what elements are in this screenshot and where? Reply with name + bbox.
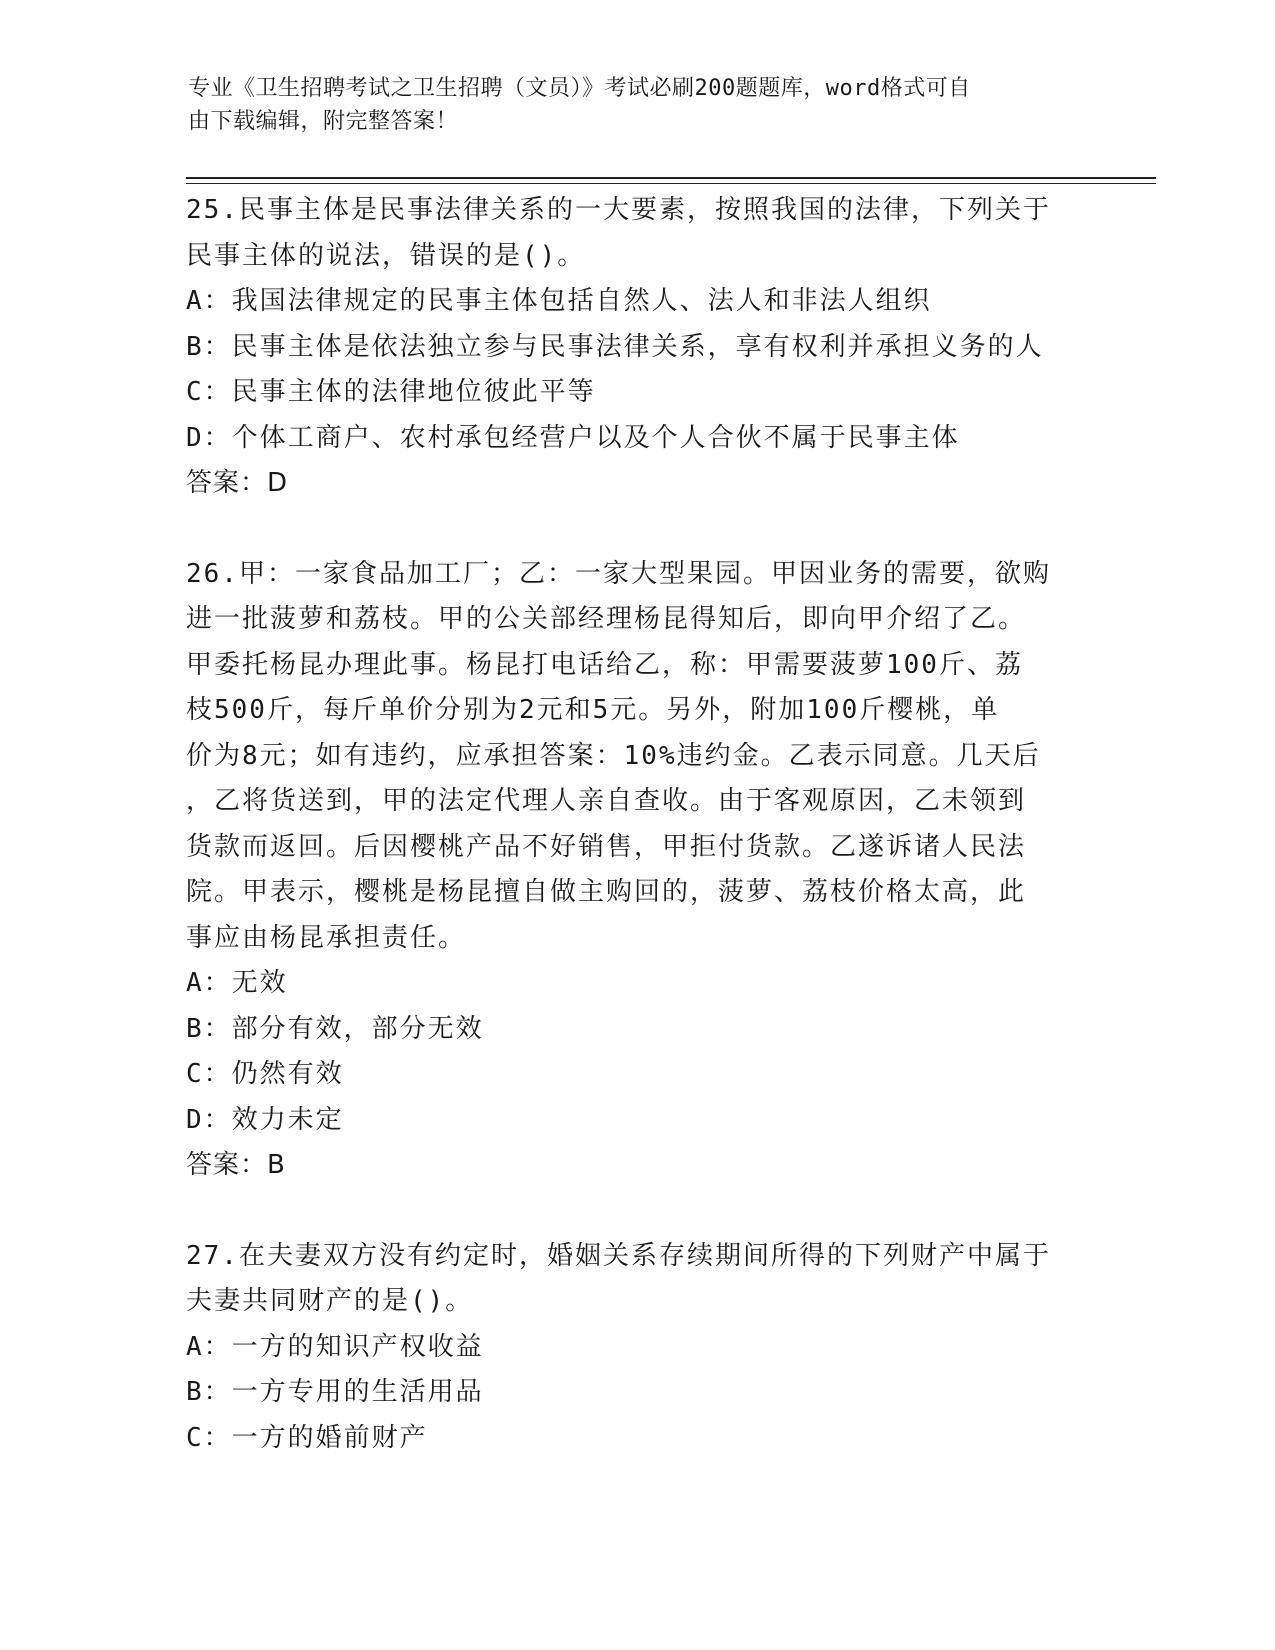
header-divider-thin — [186, 183, 1156, 184]
option-b: B：一方专用的生活用品 — [186, 1377, 484, 1407]
document-header — [188, 72, 1088, 138]
question-27 — [186, 1234, 1086, 1462]
option-b: B：民事主体是依法独立参与民事法律关系，享有权利并承担义务的人 — [186, 331, 1044, 362]
question-stem-line: ，乙将货送到，甲的法定代理人亲自查收。由于客观原因，乙未领到 — [186, 786, 1027, 816]
option-a: A：一方的知识产权收益 — [186, 1331, 484, 1362]
header-divider-thick — [186, 177, 1156, 179]
option-a: A：无效 — [186, 968, 288, 998]
question-stem-line: 价为8元；如有违约，应承担答案：10%违约金。乙表示同意。几天后 — [186, 740, 1041, 771]
option-b: B：部分有效，部分无效 — [186, 1013, 484, 1044]
question-stem-line: 27.在夫妻双方没有约定时，婚姻关系存续期间所得的下列财产中属于 — [186, 1240, 1051, 1271]
option-c: C：民事主体的法律地位彼此平等 — [186, 377, 596, 407]
question-stem-line: 货款而返回。后因樱桃产品不好销售，甲拒付货款。乙遂诉诸人民法 — [186, 831, 1027, 862]
question-stem-line: 进一批菠萝和荔枝。甲的公关部经理杨昆得知后，即向甲介绍了乙。 — [186, 604, 1027, 634]
question-stem-line: 枝500斤，每斤单价分别为2元和5元。另外，附加100斤樱桃，单 — [186, 695, 1000, 725]
question-stem-line: 25.民事主体是民事法律关系的一大要素，按照我国的法律，下列关于 — [186, 195, 1051, 225]
question-list — [186, 188, 1086, 1461]
question-spacer — [186, 1189, 1086, 1234]
question-stem-line: 夫妻共同财产的是()。 — [186, 1286, 474, 1316]
option-c: C：仍然有效 — [186, 1059, 344, 1089]
option-c: C：一方的婚前财产 — [186, 1422, 428, 1453]
answer-text: 答案：D — [186, 468, 289, 498]
header-line-1: 专业《卫生招聘考试之卫生招聘（文员）》考试必刷200题题库，word格式可自 — [188, 76, 971, 101]
option-a: A：我国法律规定的民事主体包括自然人、法人和非法人组织 — [186, 286, 932, 316]
header-line-2: 由下载编辑，附完整答案！ — [188, 109, 459, 134]
question-stem-line: 26.甲：一家食品加工厂；乙：一家大型果园。甲因业务的需要，欲购 — [186, 558, 1051, 589]
question-stem-line: 甲委托杨昆办理此事。杨昆打电话给乙，称：甲需要菠萝100斤、荔 — [186, 649, 1023, 680]
option-d: D：个体工商户、农村承包经营户以及个人合伙不属于民事主体 — [186, 422, 960, 453]
question-26 — [186, 552, 1086, 1189]
question-stem-line: 事应由杨昆承担责任。 — [186, 922, 467, 953]
question-stem-line: 民事主体的说法，错误的是()。 — [186, 240, 586, 271]
question-spacer — [186, 507, 1086, 552]
question-25 — [186, 188, 1086, 507]
question-stem-line: 院。甲表示，樱桃是杨昆擅自做主购回的，菠萝、荔枝价格太高，此 — [186, 877, 1027, 907]
answer-text: 答案：B — [186, 1150, 286, 1180]
option-d: D：效力未定 — [186, 1104, 344, 1135]
